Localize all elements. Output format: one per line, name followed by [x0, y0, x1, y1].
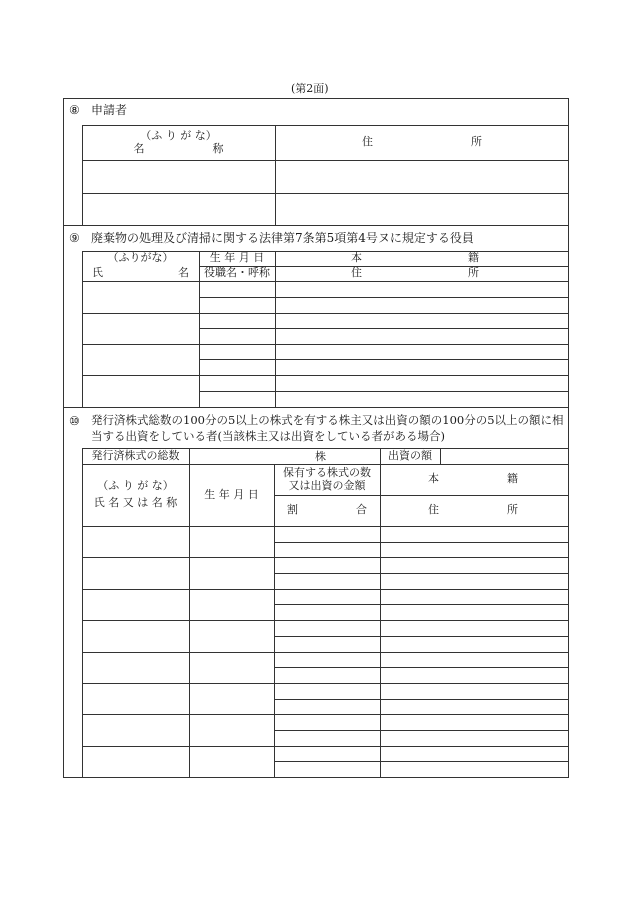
s10-investment-input[interactable]	[441, 449, 567, 463]
s8-name-char-2: 称	[212, 141, 224, 155]
frame-bottom	[63, 777, 568, 778]
s9-name-header	[92, 266, 189, 281]
s9-sub-line-3	[199, 359, 568, 360]
s10-sub-line	[274, 667, 568, 668]
s10-honseki-char-1: 本	[428, 472, 439, 486]
s9-role: 役職名・呼称	[204, 266, 270, 280]
s10-name-input[interactable]	[83, 558, 188, 587]
page-label: (第2面)	[291, 82, 329, 95]
s10-name-input[interactable]	[83, 715, 188, 744]
s10-name-input[interactable]	[83, 527, 188, 556]
s10-ratio-char-2: 合	[356, 503, 367, 517]
s8-section-bottom	[63, 225, 568, 226]
s9-name-input-2[interactable]	[83, 314, 198, 343]
s10-birth-input[interactable]	[190, 621, 273, 650]
s9-address-char-1: 住	[351, 266, 362, 280]
s10-name-input[interactable]	[83, 653, 188, 682]
s9-name-input-1[interactable]	[83, 282, 198, 312]
s10-name-or-title: 氏 名 又 は 名 称	[93, 496, 178, 509]
s10-ratio-header	[287, 495, 367, 526]
s10-honseki-header	[428, 464, 518, 495]
s10-name-input[interactable]	[83, 590, 188, 619]
s8-name-header	[82, 125, 275, 160]
s9-role-header	[199, 266, 275, 281]
s10-sub-line	[274, 542, 568, 543]
s10-sub-line	[274, 636, 568, 637]
s9-section-bottom	[63, 407, 568, 408]
s9-furigana: （ふりがな）	[107, 251, 174, 265]
s10-holdings-header	[274, 464, 380, 495]
s10-name-input[interactable]	[83, 621, 188, 650]
s10-total-shares-label	[82, 448, 189, 464]
s10-birth-input[interactable]	[190, 558, 273, 587]
s8-name-char-1: 名	[133, 141, 145, 155]
s9-honseki-char-1: 本	[351, 251, 362, 265]
s10-name-header	[82, 470, 189, 520]
s10-sub-line	[274, 573, 568, 574]
s10-total-shares-input[interactable]	[190, 449, 310, 463]
s9-address-header	[351, 266, 479, 281]
s10-birth-header	[189, 464, 274, 526]
s10-investment-label	[380, 448, 440, 464]
frame-top	[63, 98, 568, 99]
s10-investment-text: 出資の額	[388, 448, 432, 462]
s9-name-char-1: 氏	[92, 266, 103, 280]
s10-honseki-char-2: 籍	[507, 472, 518, 486]
s10-holdings-line-1: 保有する株式の数	[283, 465, 371, 479]
s8-name-input-2[interactable]	[83, 194, 274, 224]
s10-birth-input[interactable]	[190, 590, 273, 619]
s9-title: 廃棄物の処理及び清掃に関する法律第7条第5項第4号ヌに規定する役員	[91, 231, 474, 245]
s10-ratio-char-1: 割	[287, 503, 298, 517]
s9-birth-header	[199, 251, 275, 266]
s10-birth-input[interactable]	[190, 653, 273, 682]
s8-number: ⑧	[69, 103, 80, 117]
s10-title-line-2: 当する出資をしている者(当該株主又は出資をしている者がある場合)	[91, 429, 445, 443]
s10-birth-input[interactable]	[190, 684, 273, 713]
s10-title-line-1: 発行済株式総数の100分の5以上の株式を有する株主又は出資の額の100分の5以上の額に相	[91, 413, 564, 427]
s10-shares-unit: 株	[315, 450, 326, 463]
s10-name-input[interactable]	[83, 747, 188, 776]
s9-furigana-header	[82, 251, 199, 266]
s9-address-char-2: 所	[468, 266, 479, 280]
s9-col-divider-2	[275, 251, 276, 407]
s8-furigana: （ふ り が な）	[140, 128, 217, 142]
s8-title: 申請者	[91, 103, 128, 117]
s10-birth-input[interactable]	[190, 747, 273, 776]
s10-sub-line	[274, 761, 568, 762]
frame-left	[63, 98, 64, 778]
s9-name-input-4[interactable]	[83, 376, 198, 406]
frame-right	[568, 98, 569, 778]
s9-birth: 生 年 月 日	[209, 251, 265, 265]
s9-honseki-char-2: 籍	[468, 251, 479, 265]
s10-total-shares-text: 発行済株式の総数	[91, 448, 180, 462]
s10-birth-input[interactable]	[190, 715, 273, 744]
s10-holdings-line-2: 又は出資の金額	[288, 478, 366, 492]
s8-address-char-1: 住	[362, 135, 373, 149]
s10-sub-line	[274, 699, 568, 700]
s10-col-divider-3	[380, 448, 381, 777]
s10-furigana: （ふ り が な）	[97, 479, 174, 493]
s10-address-header	[428, 495, 518, 526]
s9-honseki-header	[351, 251, 479, 266]
s10-sub-line	[274, 604, 568, 605]
s8-address-input-1[interactable]	[276, 161, 567, 192]
s9-name-input-3[interactable]	[83, 345, 198, 374]
s10-address-char-2: 所	[507, 503, 518, 517]
s9-sub-line-1	[199, 297, 568, 298]
s9-sub-line-4	[199, 391, 568, 392]
s8-address-header	[362, 125, 482, 160]
s10-sub-line	[274, 730, 568, 731]
s9-name-char-2: 名	[178, 266, 189, 280]
s10-birth-input[interactable]	[190, 527, 273, 556]
s8-name-input-1[interactable]	[83, 161, 274, 192]
s8-address-input-2[interactable]	[276, 194, 567, 224]
s10-address-char-1: 住	[428, 503, 439, 517]
s10-birth: 生 年 月 日	[204, 487, 259, 501]
s9-number: ⑨	[69, 231, 80, 245]
s10-number: ⑩	[69, 414, 80, 428]
s8-address-char-2: 所	[471, 135, 482, 149]
s10-name-input[interactable]	[83, 684, 188, 713]
s9-sub-line-2	[199, 328, 568, 329]
